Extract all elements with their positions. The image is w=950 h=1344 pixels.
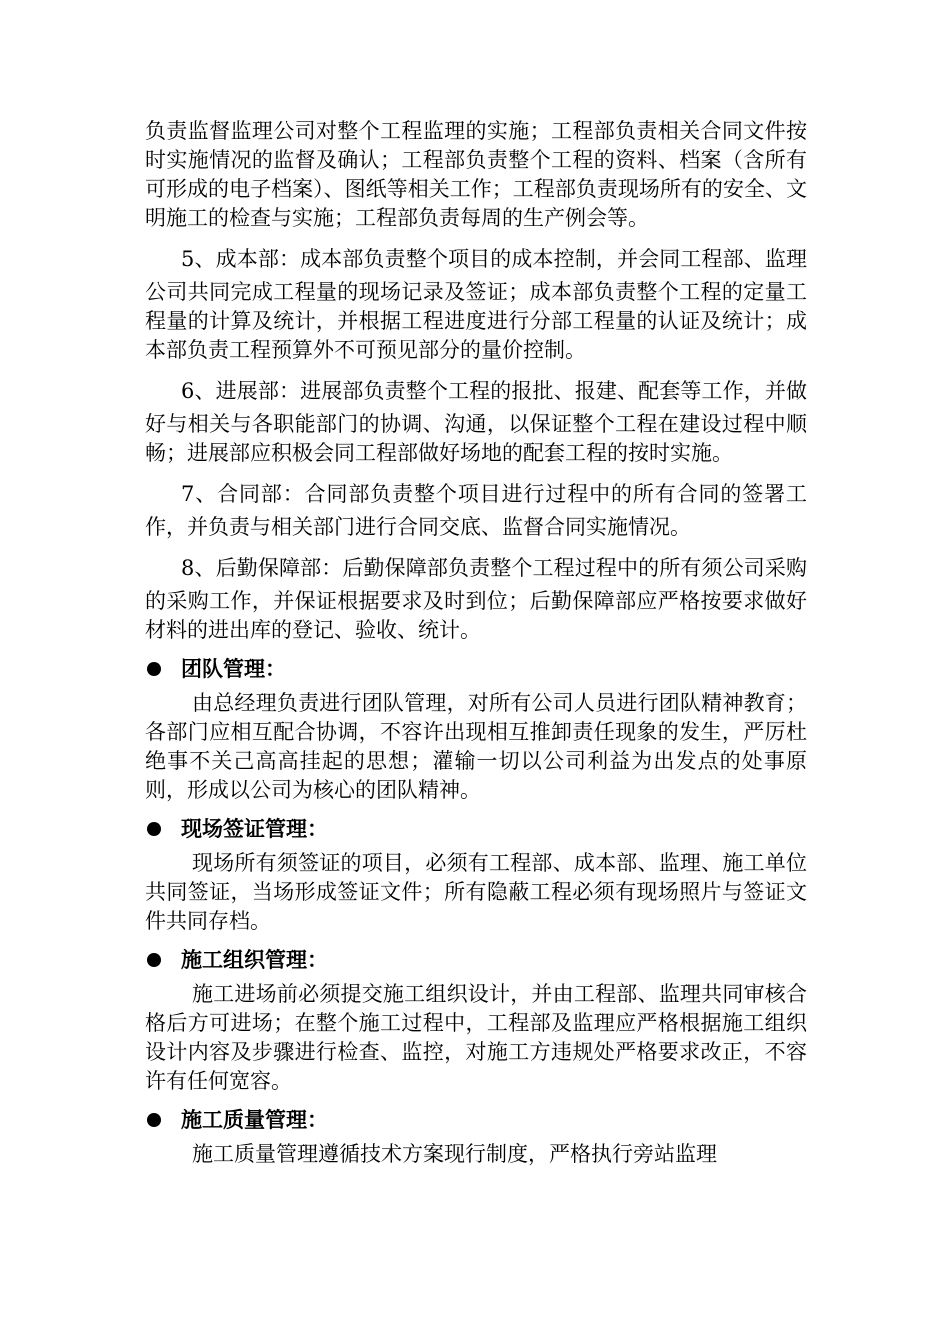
paragraph-contract-department: 7、合同部：合同部负责整个项目进行过程中的所有合同的签署工作，并负责与相关部门进行合同交底、监督合同实施情况。 [145, 482, 807, 539]
document-body [145, 117, 807, 1169]
section-heading-team-management [145, 653, 807, 685]
section-heading-construction-quality [145, 1104, 807, 1136]
section-heading-construction-organization [145, 944, 807, 976]
paragraph-engineering-duties: 负责监督监理公司对整个工程监理的实施；工程部负责相关合同文件按时实施情况的监督及确认；工程部负责整个工程的资料、档案（含所有可形成的电子档案）、图纸等相关工作；工程部负责现场所有的安全、文明施工的检查与实施；工程部负责每周的生产例会等。 [145, 119, 807, 230]
paragraph-team-management: 由总经理负责进行团队管理，对所有公司人员进行团队精神教育；各部门应相互配合协调，不容许出现相互推卸责任现象的发生，严厉杜绝事不关己高高挂起的思想；灌输一切以公司利益为出发点的处事原则，形成以公司为核心的团队精神。 [145, 691, 807, 802]
paragraph-logistics-department: 8、后勤保障部：后勤保障部负责整个工程过程中的所有须公司采购的采购工作，并保证根据要求及时到位；后勤保障部应严格按要求做好材料的进出库的登记、验收、统计。 [145, 556, 807, 642]
bullet-icon [147, 1113, 161, 1127]
heading-text: 施工质量管理： [181, 1107, 328, 1132]
bullet-icon [147, 822, 161, 836]
paragraph-site-visa-management: 现场所有须签证的项目，必须有工程部、成本部、监理、施工单位共同签证，当场形成签证文件；所有隐蔽工程必须有现场照片与签证文件共同存档。 [145, 851, 807, 933]
bullet-icon [147, 953, 161, 967]
paragraph-construction-organization: 施工进场前必须提交施工组织设计，并由工程部、监理共同审核合格后方可进场；在整个施工过程中，工程部及监理应严格根据施工组织设计内容及步骤进行检查、监控，对施工方违规处严格要求改正，不容许有任何宽容。 [145, 982, 807, 1093]
paragraph-cost-department: 5、成本部：成本部负责整个项目的成本控制，并会同工程部、监理公司共同完成工程量的现场记录及签证；成本部负责整个工程的定量工程量的计算及统计，并根据工程进度进行分部工程量的认证及统计；成本部负责工程预算外不可预见部分的量价控制。 [145, 247, 807, 362]
section-heading-site-visa-management [145, 813, 807, 845]
bullet-icon [147, 662, 161, 676]
heading-text: 现场签证管理： [181, 816, 328, 841]
heading-text: 团队管理： [181, 656, 286, 681]
paragraph-construction-quality: 施工质量管理遵循技术方案现行制度，严格执行旁站监理 [192, 1142, 717, 1166]
paragraph-progress-department: 6、进展部：进展部负责整个工程的报批、报建、配套等工作，并做好与相关与各职能部门的协调、沟通，以保证整个工程在建设过程中顺畅；进展部应积极会同工程部做好场地的配套工程的按时实施。 [145, 379, 807, 465]
heading-text: 施工组织管理： [181, 947, 328, 972]
